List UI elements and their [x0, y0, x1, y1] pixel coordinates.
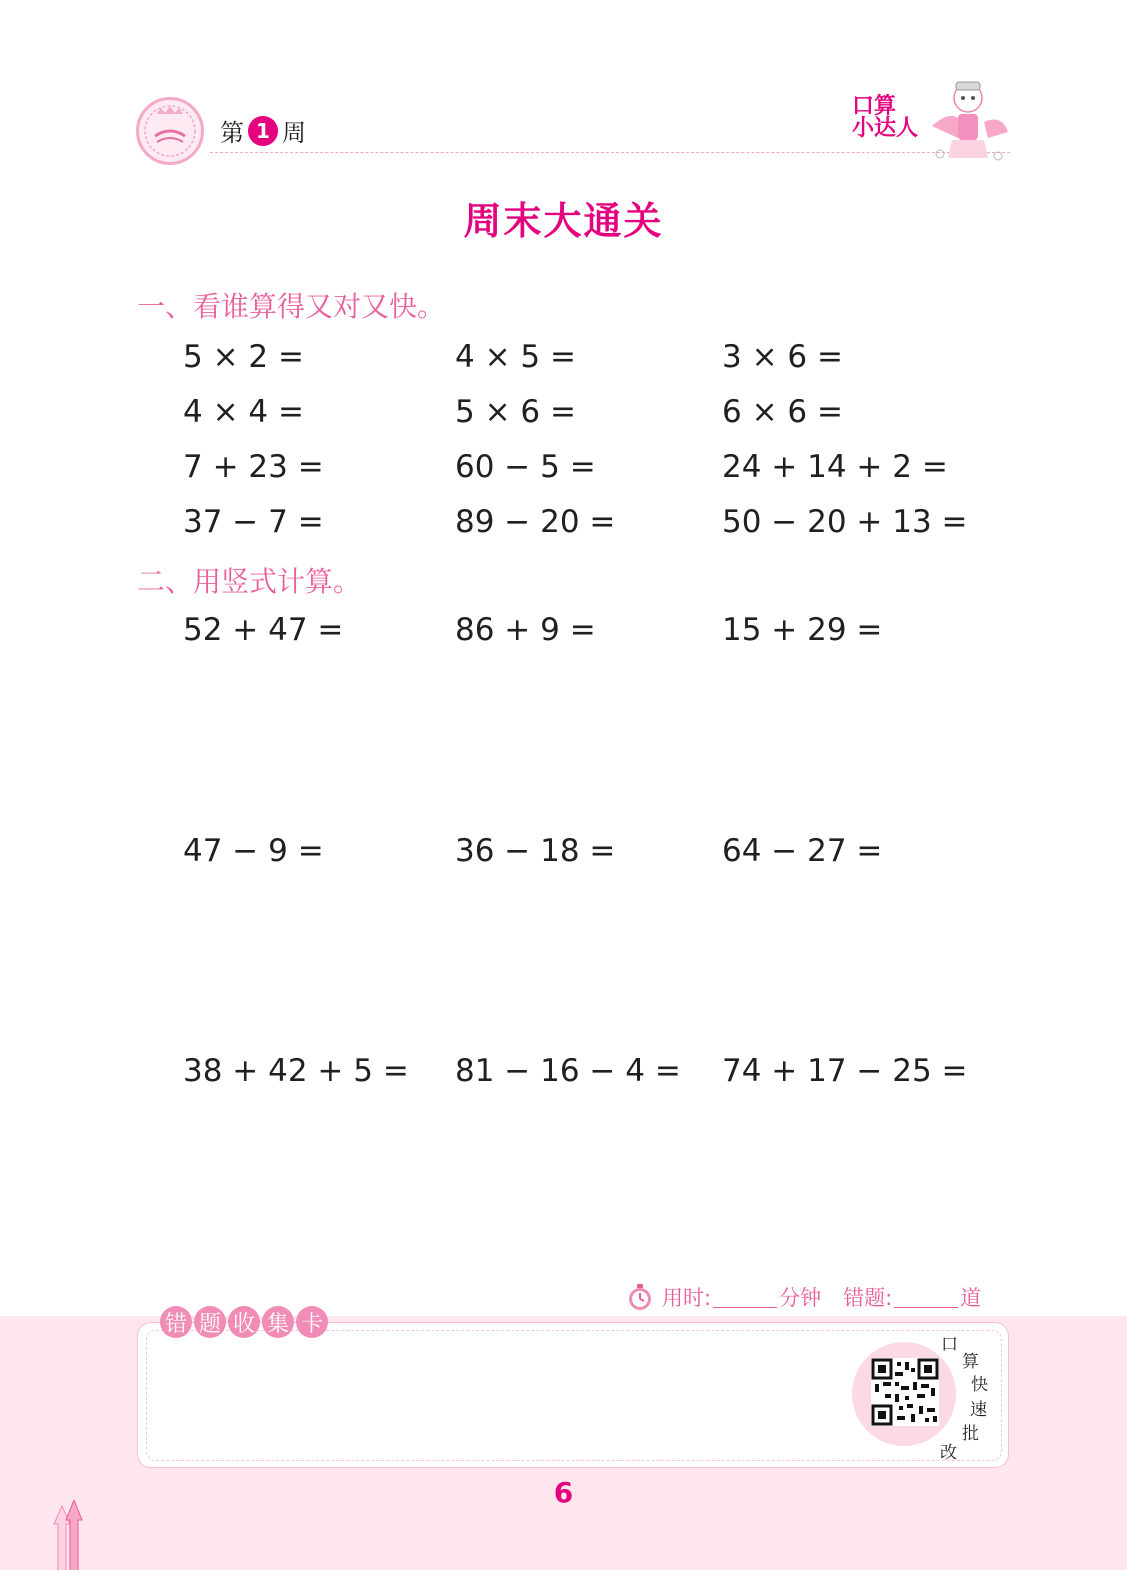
qr-caption-char: 速 — [970, 1400, 987, 1420]
timer-line — [626, 1282, 981, 1312]
card-title-char: 收 — [228, 1306, 260, 1338]
qr-code-icon[interactable] — [871, 1358, 939, 1426]
brand-badge — [852, 96, 922, 140]
section-2-heading: 二、用竖式计算。 — [137, 565, 362, 598]
problem: 6 × 6 = — [722, 394, 843, 430]
time-unit: 分钟 — [779, 1286, 822, 1310]
problem: 74 + 17 − 25 = — [722, 1053, 968, 1089]
mascot-illustration — [922, 78, 1014, 172]
problem: 89 − 20 = — [455, 504, 616, 540]
week-suffix: 周 — [282, 119, 306, 147]
week-prefix: 第 — [220, 119, 244, 147]
errors-label: 错题: — [843, 1286, 893, 1310]
problem: 37 − 7 = — [183, 504, 324, 540]
qr-caption-char: 改 — [940, 1443, 957, 1463]
week-indicator — [220, 113, 306, 148]
problem: 38 + 42 + 5 = — [183, 1053, 409, 1089]
problem: 86 + 9 = — [455, 612, 596, 648]
qr-caption-char: 算 — [962, 1352, 979, 1372]
qr-caption-char: 口 — [941, 1335, 958, 1355]
publisher-logo-seal — [136, 97, 204, 165]
stopwatch-icon — [626, 1283, 654, 1311]
errors-blank[interactable] — [894, 1287, 958, 1308]
time-blank[interactable] — [713, 1287, 777, 1308]
qr-caption-char: 批 — [962, 1424, 979, 1444]
problem: 47 − 9 = — [183, 833, 324, 869]
problem: 81 − 16 − 4 = — [455, 1053, 681, 1089]
problem: 3 × 6 = — [722, 339, 843, 375]
time-label: 用时: — [662, 1286, 712, 1310]
header-divider — [210, 152, 1010, 153]
brand-line-2: 小达人 — [852, 116, 919, 141]
problem: 4 × 4 = — [183, 394, 304, 430]
problem: 5 × 2 = — [183, 339, 304, 375]
problem: 5 × 6 = — [455, 394, 576, 430]
errors-unit: 道 — [960, 1286, 982, 1310]
card-title — [160, 1306, 328, 1338]
problem: 15 + 29 = — [722, 612, 883, 648]
brand-line-1: 口算 — [852, 94, 897, 119]
problem: 50 − 20 + 13 = — [722, 504, 968, 540]
problem: 36 − 18 = — [455, 833, 616, 869]
problem: 7 + 23 = — [183, 449, 324, 485]
problem: 4 × 5 = — [455, 339, 576, 375]
problem: 24 + 14 + 2 = — [722, 449, 948, 485]
card-title-char: 错 — [160, 1306, 192, 1338]
card-title-char: 题 — [194, 1306, 226, 1338]
problem: 52 + 47 = — [183, 612, 344, 648]
section-1-heading: 一、看谁算得又对又快。 — [137, 290, 446, 323]
page-title: 周末大通关 — [463, 199, 664, 243]
week-number-badge: 1 — [248, 116, 278, 146]
problem: 60 − 5 = — [455, 449, 596, 485]
card-title-char: 卡 — [296, 1306, 328, 1338]
card-title-char: 集 — [262, 1306, 294, 1338]
qr-caption-char: 快 — [971, 1375, 988, 1395]
problem: 64 − 27 = — [722, 833, 883, 869]
corner-arrow-icon — [52, 1500, 88, 1574]
page-number: 6 — [553, 1476, 574, 1509]
